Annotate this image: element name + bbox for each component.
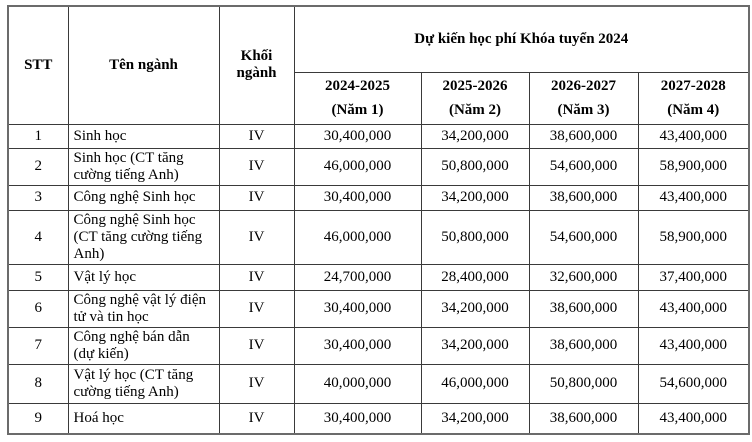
table-row xyxy=(8,148,749,185)
row-fee-year-2: 50,800,000 xyxy=(421,210,529,264)
row-fee-year-4: 43,400,000 xyxy=(638,185,749,210)
row-fee-year-1: 40,000,000 xyxy=(294,364,421,403)
table-row xyxy=(8,327,749,364)
row-major-name: Vật lý học (CT tăng cường tiếng Anh) xyxy=(68,364,219,403)
row-fee-year-1: 24,700,000 xyxy=(294,264,421,290)
year-range: 2025-2026 xyxy=(442,78,508,94)
table-row xyxy=(8,124,749,148)
row-fee-year-3: 32,600,000 xyxy=(529,264,638,290)
year-range: 2026-2027 xyxy=(551,78,616,94)
row-group: IV xyxy=(219,327,294,364)
row-fee-year-4: 58,900,000 xyxy=(638,148,749,185)
year-header-2 xyxy=(421,72,529,124)
col-header-ten-nganh: Tên ngành xyxy=(68,6,219,124)
year-range: 2024-2025 xyxy=(325,78,390,94)
col-header-stt: STT xyxy=(8,6,68,124)
row-fee-year-3: 38,600,000 xyxy=(529,403,638,434)
row-group: IV xyxy=(219,185,294,210)
row-fee-year-3: 38,600,000 xyxy=(529,290,638,327)
row-number: 8 xyxy=(8,364,68,403)
year-header-1 xyxy=(294,72,421,124)
row-group: IV xyxy=(219,264,294,290)
table-row xyxy=(8,364,749,403)
row-number: 6 xyxy=(8,290,68,327)
row-fee-year-1: 46,000,000 xyxy=(294,210,421,264)
row-major-name: Công nghệ Sinh học (CT tăng cường tiếng Anh) xyxy=(68,210,219,264)
table-row xyxy=(8,290,749,327)
row-fee-year-2: 34,200,000 xyxy=(421,185,529,210)
row-fee-year-2: 34,200,000 xyxy=(421,290,529,327)
row-fee-year-3: 38,600,000 xyxy=(529,124,638,148)
row-fee-year-1: 46,000,000 xyxy=(294,148,421,185)
row-fee-year-4: 54,600,000 xyxy=(638,364,749,403)
row-fee-year-1: 30,400,000 xyxy=(294,124,421,148)
table-row xyxy=(8,403,749,434)
row-fee-year-4: 43,400,000 xyxy=(638,124,749,148)
row-fee-year-4: 58,900,000 xyxy=(638,210,749,264)
row-group: IV xyxy=(219,210,294,264)
table-row xyxy=(8,264,749,290)
row-major-name: Sinh học (CT tăng cường tiếng Anh) xyxy=(68,148,219,185)
year-label: (Năm 2) xyxy=(448,102,502,118)
row-major-name: Vật lý học xyxy=(68,264,219,290)
row-fee-year-4: 43,400,000 xyxy=(638,290,749,327)
row-fee-year-1: 30,400,000 xyxy=(294,327,421,364)
row-fee-year-2: 34,200,000 xyxy=(421,124,529,148)
row-fee-year-4: 37,400,000 xyxy=(638,264,749,290)
row-number: 3 xyxy=(8,185,68,210)
row-major-name: Công nghệ bán dẫn (dự kiến) xyxy=(68,327,219,364)
fee-table-body xyxy=(8,124,749,434)
year-header-4 xyxy=(638,72,749,124)
year-label: (Năm 4) xyxy=(667,102,720,118)
row-number: 9 xyxy=(8,403,68,434)
row-group: IV xyxy=(219,290,294,327)
row-number: 7 xyxy=(8,327,68,364)
row-number: 1 xyxy=(8,124,68,148)
row-major-name: Hoá học xyxy=(68,403,219,434)
row-fee-year-2: 46,000,000 xyxy=(421,364,529,403)
row-fee-year-4: 43,400,000 xyxy=(638,403,749,434)
row-number: 4 xyxy=(8,210,68,264)
row-major-name: Công nghệ vật lý điện tử và tin học xyxy=(68,290,219,327)
row-fee-year-2: 34,200,000 xyxy=(421,403,529,434)
header-row-top xyxy=(8,6,749,72)
year-label: (Năm 3) xyxy=(557,102,610,118)
row-fee-year-1: 30,400,000 xyxy=(294,290,421,327)
row-group: IV xyxy=(219,364,294,403)
row-fee-year-1: 30,400,000 xyxy=(294,185,421,210)
tuition-fee-table xyxy=(7,5,750,435)
table-header xyxy=(8,6,749,124)
year-range: 2027-2028 xyxy=(660,78,726,94)
row-fee-year-2: 28,400,000 xyxy=(421,264,529,290)
year-header-3 xyxy=(529,72,638,124)
row-number: 2 xyxy=(8,148,68,185)
row-group: IV xyxy=(219,124,294,148)
row-fee-year-3: 54,600,000 xyxy=(529,210,638,264)
table-row xyxy=(8,210,749,264)
row-fee-year-2: 50,800,000 xyxy=(421,148,529,185)
row-group: IV xyxy=(219,148,294,185)
col-header-khoi-nganh: Khối ngành xyxy=(219,6,294,124)
fee-group-header: Dự kiến học phí Khóa tuyển 2024 xyxy=(294,6,749,72)
row-fee-year-1: 30,400,000 xyxy=(294,403,421,434)
row-major-name: Sinh học xyxy=(68,124,219,148)
row-major-name: Công nghệ Sinh học xyxy=(68,185,219,210)
table-row xyxy=(8,185,749,210)
row-fee-year-2: 34,200,000 xyxy=(421,327,529,364)
row-fee-year-3: 50,800,000 xyxy=(529,364,638,403)
row-fee-year-3: 38,600,000 xyxy=(529,327,638,364)
row-number: 5 xyxy=(8,264,68,290)
year-label: (Năm 1) xyxy=(331,102,384,118)
row-fee-year-4: 43,400,000 xyxy=(638,327,749,364)
row-group: IV xyxy=(219,403,294,434)
row-fee-year-3: 38,600,000 xyxy=(529,185,638,210)
row-fee-year-3: 54,600,000 xyxy=(529,148,638,185)
